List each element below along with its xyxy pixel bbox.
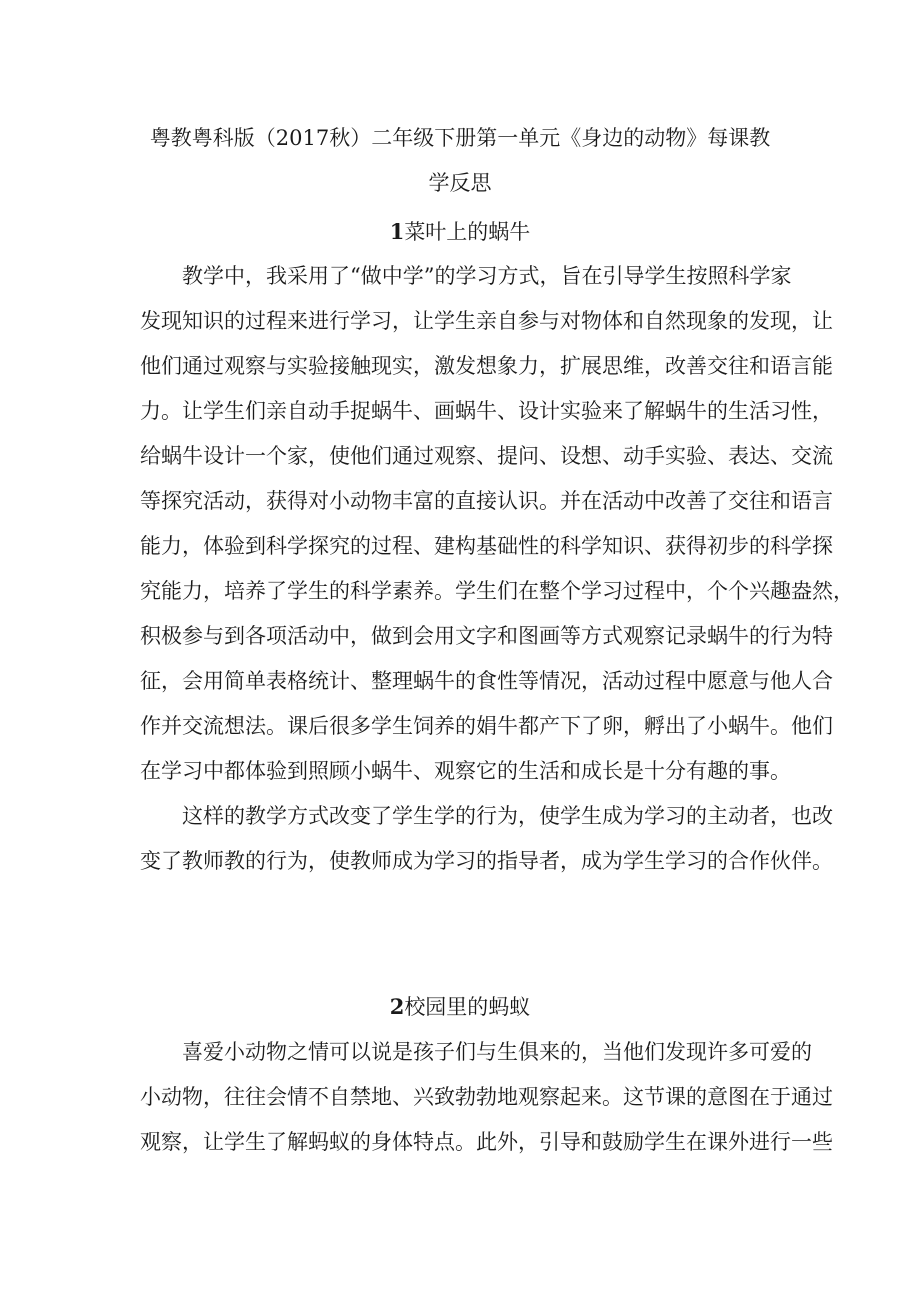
section-2-title: 校园里的蚂蚁 — [404, 995, 531, 1019]
paragraph-line: 在学习中都体验到照顾小蜗牛、观察它的生活和成长是十分有趣的事。 — [140, 759, 791, 783]
paragraph-line: 喜爱小动物之情可以说是孩子们与生俱来的，当他们发现许多可爱的 — [182, 1040, 812, 1064]
paragraph-line: 小动物，往往会情不自禁地、兴致勃勃地观察起来。这节课的意图在于通过 — [140, 1085, 833, 1109]
paragraph-line: 给蜗牛设计一个家，使他们通过观察、提问、设想、动手实验、表达、交流 — [140, 444, 833, 468]
document-title-line-1: 粤教粤科版（2017秋）二年级下册第一单元《身边的动物》每课教 — [149, 126, 771, 150]
paragraph-line: 究能力，培养了学生的科学素养。学生们在整个学习过程中，个个兴趣盎然， — [140, 579, 854, 603]
paragraph-line: 积极参与到各项活动中，做到会用文字和图画等方式观察记录蜗牛的行为特 — [140, 624, 833, 648]
section-2-paragraph-1 — [140, 1030, 833, 1165]
paragraph-line: 发现知识的过程来进行学习，让学生亲自参与对物体和自然现象的发现，让 — [140, 309, 833, 333]
paragraph-line: 力。让学生们亲自动手捉蜗牛、画蜗牛、设计实验来了解蜗牛的生活习性， — [140, 399, 833, 423]
section-2-heading — [130, 985, 790, 1029]
section-1-title: 菜叶上的蜗牛 — [404, 220, 531, 244]
document-title-line-2: 学反思 — [428, 171, 492, 195]
paragraph-line: 作并交流想法。课后很多学生饲养的娟牛都产下了卵，孵出了小蜗牛。他们 — [140, 714, 833, 738]
section-1-number: 1 — [389, 219, 405, 244]
paragraph-line: 等探究活动，获得对小动物丰富的直接认识。并在活动中改善了交往和语言 — [140, 489, 833, 513]
paragraph-line: 观察，让学生了解蚂蚁的身体特点。此外，引导和鼓励学生在课外进行一些 — [140, 1130, 833, 1154]
section-1-paragraph-1 — [140, 254, 854, 794]
paragraph-line: 他们通过观察与实验接触现实，激发想象力，扩展思维，改善交往和语言能 — [140, 354, 833, 378]
section-2-number: 2 — [389, 994, 405, 1019]
paragraph-line: 这样的教学方式改变了学生学的行为，使学生成为学习的主动者，也改 — [182, 804, 833, 828]
paragraph-line: 征，会用简单表格统计、整理蜗牛的食性等情况，活动过程中愿意与他人合 — [140, 669, 833, 693]
paragraph-line: 教学中，我采用了“做中学”的学习方式，旨在引导学生按照科学家 — [182, 264, 792, 288]
section-1-paragraph-2 — [140, 794, 833, 884]
paragraph-line: 能力，体验到科学探究的过程、建构基础性的科学知识、获得初步的科学探 — [140, 534, 833, 558]
section-1-heading — [130, 210, 790, 254]
paragraph-line: 变了教师教的行为，使教师成为学习的指导者，成为学生学习的合作伙伴。 — [140, 849, 833, 873]
